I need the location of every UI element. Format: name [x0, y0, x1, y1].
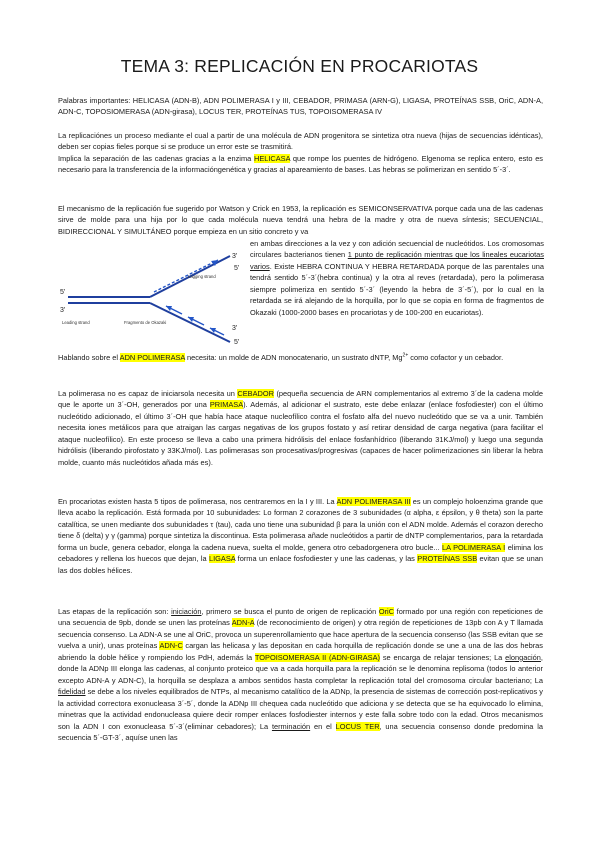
highlight-oric: OriC	[378, 607, 395, 616]
mechanism-paragraph-right	[250, 238, 544, 318]
types-text-b: es un complejo holoenzima grande que lleva acabo la replicación. Está formada por 10 subunidades: Lo forman 2 corazones de 3 subunidades (α alpha, ε épsilon, y θ theta) son la parte catalítica, se unen mediante dos subunidades τ (tau), cada uno tiene una subunidad β para la unión con el ADN molde. Además el corazon derecho tiene δ (delta) y γ (gamma) porque sintetiza la discontinua. Esta polimerasa añade nucleótidos a partir de dNTP complementarios, para la retardada forma un bucle, genera cebador, elonga la cadena nueva, suelta el molde, genera otro cebadorgenera otro bucle...	[58, 497, 543, 552]
stages-text-c: formado por una región con repeticiones de una secuencia de 9pb, donde se unen las proteínas	[58, 607, 544, 628]
types-text-d: forma un enlace fosfodiester y une las cadenas, y las	[235, 554, 418, 564]
intro-text-b: Implica la separación de las cadenas gracias a la enzima	[58, 153, 254, 163]
highlight-topoisomerasa-ii: TOPOISOMERASA II (ADN-GIRASA)	[254, 652, 380, 662]
label-3-left: 3'	[60, 307, 66, 314]
label-3-top: 3'	[232, 253, 238, 260]
page-title: TEMA 3: REPLICACIÓN EN PROCARIOTAS	[120, 56, 479, 76]
label-5-top: 5'	[234, 265, 240, 272]
primer-paragraph	[58, 388, 543, 468]
highlight-adn-polimerasa-iii: ADN POLIMERASA III	[336, 497, 411, 506]
polymerase-paragraph	[58, 352, 543, 363]
underline-fidelidad: fidelidad	[58, 687, 86, 697]
label-5-bottom: 5'	[234, 339, 240, 346]
types-text-a: En procariotas existen hasta 5 tipos de polimerasa, nos centraremos en la I y III. La	[58, 497, 337, 506]
highlight-cebador: CEBADOR	[237, 389, 274, 398]
polymerase-types-paragraph	[58, 496, 543, 576]
primer-text-c: ). Además, al adicionar el sustrato, este debe enlazar (enlace fosfodiester) con el último nucleótido adicionado, el último 3´-OH que había hace ataque nucleofílico contra el fosfato alfa del nuevo nucleótido que se va a unir. También necesita iones metálicos para que atraigan las cargas negativas de los grupos fostato y así retirar densidad de carga negativa (para facilitar el ataque nucleofílico). En este proceso se lleva a cabo una primera hidrólisis del enlace fosfanhídrico (liberando 31KJ/mol) y luego una segunda hidrólisis (liberando pirofostato y 33KJ/mol). Las polimerasas son procesativas/progresivas (capaces de hacer polimerizaciones sin liberar la hebra molde, cuanto más nucleótidos añada más es).	[58, 400, 543, 467]
polymerase-text-a: Hablando sobre el	[58, 353, 120, 362]
mechanism-underlined: 1 punto de replicación mientras que los lineales eucariotas varios	[250, 250, 544, 271]
mechanism-text-b: en ambas direcciones a la vez y con adición secuencial de nucleótidos. Los cromosomas circulares bacterianos tienen	[250, 239, 544, 260]
types-text-e: evitan que se unan las dos dobles hélices.	[58, 554, 544, 575]
types-text-c: elimina los cebadores y rellena los huecos que dejan, la	[58, 542, 544, 564]
label-5-left: 5'	[60, 289, 66, 296]
underline-elongacion: elongación	[505, 652, 541, 662]
highlight-adn-c: ADN-C	[159, 641, 183, 651]
stages-text-i: en el	[310, 721, 336, 731]
primer-text-a: La polimerasa no es capaz de iniciarsola necesita un	[58, 389, 238, 398]
label-lagging-strand: Lagging strand	[188, 274, 216, 279]
stages-text-h: se debe a los niveles equilibrados de NTPs, al mecanismo catalítico de la ADNp, la presencia de sistemas de corrección post-replicativos y la actividad correctora exonucleasa 3´-5´, donde la ADNp III chequea cada nucleótido que adiciona y se detecta que se ha equivocado lo elimina, minetras que la actividad endonucleasa quiere decir romper enlaces fosfodiester internos y este falla sobre todo con la edad. Otros mecanismos son la ADN I con exonucleasa 5´-3´(eliminar cebadores); La	[58, 687, 543, 731]
highlight-proteinas-ssb: PROTEÍNAS SSB	[417, 554, 478, 564]
label-leading-strand: Leading strand	[62, 320, 90, 325]
highlight-locus-ter: LOCUS TER	[335, 721, 380, 731]
stages-text-e: cargan las helicasa y las depositan en cada horquilla de replicación donde se une a una de las dos hebras abriendo la doble hélice y rompiendo los PdH, además la	[58, 641, 543, 662]
stages-text-b: , primero se busca el punto de origen de replicación	[201, 607, 379, 616]
highlight-ligasa: LIGASA	[209, 554, 236, 564]
primer-text-b: (pequeña secuencia de ARN complementarios al extremo 3´de la cadena molde que le aporte un 3´-OH, generados por una	[58, 389, 543, 410]
highlight-primasa: PRIMASA	[209, 400, 244, 410]
polymerase-text-c: como cofactor y un cebador.	[408, 353, 504, 362]
stages-text-f: se encarga de relajar tensiones; La	[379, 652, 506, 662]
stages-text-g: , donde la ADNp III elonga las cadenas, al conjunto proteico que va a cada horquilla para la replicación se le denomina replisoma (todos lo anterior excepto ADN-A y ADN-C), la horquilla se desplaza a ambos sentidos hasta completar la replicación total del cromosoma circular bacteriano; La	[58, 652, 543, 685]
highlight-polimerasa-i: LA POLIMERASA I	[441, 542, 506, 552]
intro-text-c: que rompe los puentes de hidrógeno. Elgenoma se replica entero, esto es necesario para la transferencia de la informacióngenética y gracias al apareamiento de bases. Las hebras se polimerizan en sentido 5´-3´.	[58, 153, 543, 175]
underline-terminacion: terminación	[271, 721, 311, 731]
keywords-paragraph	[58, 95, 543, 118]
intro-paragraph	[58, 130, 543, 176]
highlight-helicasa: HELICASA	[253, 153, 291, 163]
polymerase-text-b: necesita: un molde de ADN monocatenario, un sustrato dNTP, Mg	[184, 353, 403, 362]
mechanism-text-c: . Existe HEBRA CONTINUA Y HEBRA RETARDADA porque de las parentales una tendrá sentido 5´-3´(hebra continua) y la otra al reves (retardada), pero la polimerasa siempre polimeriza en sentido 5´-3´ (leyendo la hebra de 3´-5´), por lo cual en la retardada se irá alejando de la horquilla, por lo que se copia en forma de fragmentos de Okazaki (1000-2000 bases en procariotas y de 100-200 en eucariotas).	[250, 261, 544, 317]
highlight-adn-polimerasa: ADN POLIMERASA	[119, 353, 185, 362]
label-3-bottom: 3'	[232, 325, 238, 332]
underline-iniciacion: iniciación	[171, 607, 202, 616]
stages-text-a: Las etapas de la replicación son:	[58, 607, 172, 616]
label-okazaki-fragment: Fragmento de Okazaki	[124, 320, 167, 325]
stages-text-j: , una secuencia consenso donde predomina la secuencia 5´-GT-3´, aquíse unen las	[58, 721, 543, 742]
keywords-text: Palabras importantes: HELICASA (ADN-B), ADN POLIMERASA I y III, CEBADOR, PRIMASA (ARN-G), LIGASA, PROTEÍNAS SSB, OriC, ADN-A, ADN-C, TOPOSIOMERASA (ADN-girasa), LOCUS TER, PROTEÍNAS TUS, TOPOISOMERASA IV	[58, 96, 543, 117]
magnesium-charge: 2+	[402, 352, 409, 359]
replication-fork-figure	[58, 250, 248, 348]
mechanism-text-a: El mecanismo de la replicación fue sugerido por Watson y Crick en 1953, la replicación es SEMICONSERVATIVA porque cada una de las cadenas sirve de molde para una hija por lo que cada molécula nueva tendrá una hebra de la madre y otra de nueva síntesis; SECUENCIAL, BIDIRECCIONAL Y SIMULTÁNEO porque empieza en un sitio concreto y va	[58, 204, 543, 236]
replication-fork-diagram	[58, 250, 248, 348]
stages-text-d: (de reconocimiento de origen) y otra región de repeticiones de 13pb con A y T llamada secuencia consenso. La ADN-A se une al OriC, provoca un superenrollamiento que hace apertura de la secuencia consenso (las SSB evitan que se vuelva a unir), unas proteínas	[58, 618, 543, 651]
intro-text-a: La replicaciónes un proceso mediante el cual a partir de una molécula de ADN progenitora se sintetiza otra nueva (hijas de secuencias idénticas), deben ser copias fieles porque si se produce un error este se trasmitirá.	[58, 131, 543, 152]
stages-paragraph	[58, 606, 543, 743]
highlight-adn-a: ADN-A	[231, 618, 255, 628]
mechanism-paragraph-top	[58, 203, 543, 237]
